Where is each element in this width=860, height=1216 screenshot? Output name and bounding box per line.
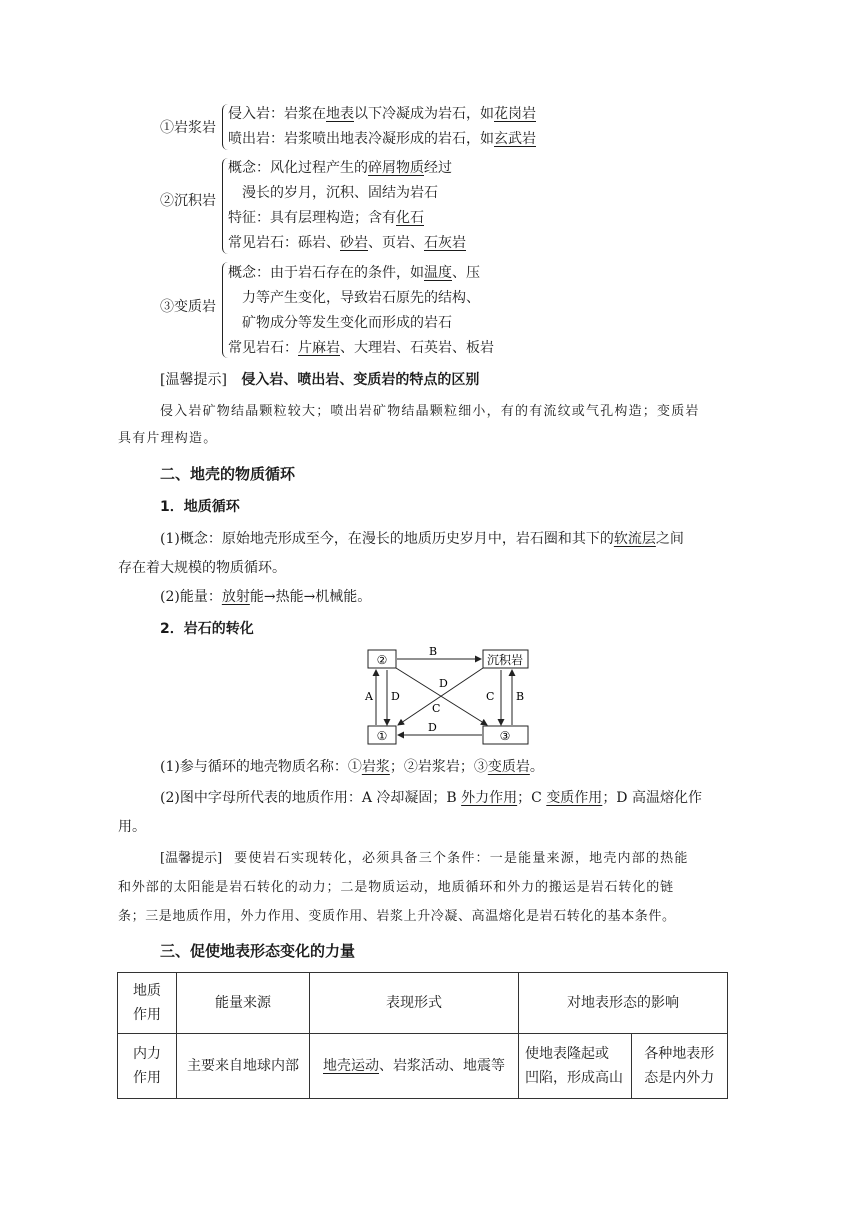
metamorphic-concept-cont: 矿物成分等发生变化而形成的岩石 [242, 315, 452, 331]
intrusive-line [228, 103, 536, 125]
text: 之间 [655, 531, 684, 547]
edge-label: D [391, 690, 400, 703]
table-header-cell: 对地表形态的影响 [519, 973, 728, 1034]
edge-label: C [432, 702, 441, 715]
answer-blank: 片麻岩 [298, 340, 340, 356]
answer-blank: 石灰岩 [424, 235, 466, 251]
text: 以下冷凝成为岩石，如 [354, 106, 494, 122]
table-cell: 主要来自地球内部 [177, 1034, 310, 1099]
metamorphic-label: ③变质岩 [160, 299, 216, 315]
table-header-row [118, 973, 728, 1034]
text: 、岩浆活动、地震等 [379, 1058, 505, 1074]
section-heading: 三、促使地表形态变化的力量 [160, 942, 356, 960]
answer-blank: 碎屑物质 [368, 160, 424, 176]
answer-blank: 外力作用 [461, 790, 518, 806]
tip-label: [温馨提示] [160, 851, 223, 866]
table-cell: 内力 作用 [118, 1034, 177, 1099]
energy-paragraph [160, 586, 371, 608]
table-cell: 各种地表形 态是内外力 [631, 1034, 727, 1099]
text: 、大理岩、石英岩、板岩 [340, 340, 494, 356]
text: 喷出岩：岩浆喷出地表冷凝形成的岩石，如 [228, 131, 494, 147]
table-cell: 使地表隆起或 凹陷，形成高山 [519, 1034, 632, 1099]
text: 经过 [424, 160, 452, 176]
text: 、压 [452, 265, 480, 281]
table-header-cell: 表现形式 [310, 973, 519, 1034]
edge-label: A [365, 690, 373, 703]
subsection-heading: 2．岩石的转化 [160, 621, 254, 637]
subsection-heading: 1．地质循环 [160, 499, 240, 515]
tip-title: 侵入岩、喷出岩、变质岩的特点的区别 [241, 372, 480, 388]
metamorphic-common [228, 337, 494, 359]
node-label: 沉积岩 [486, 653, 524, 667]
text: 能→热能→机械能。 [249, 589, 372, 605]
node-label: ② [376, 653, 388, 667]
answer-blank: 放射 [221, 589, 250, 605]
tip-paragraph [160, 848, 689, 870]
tip-text: 具有片理构造。 [118, 431, 218, 446]
rock-cycle-diagram [360, 642, 540, 746]
answer-blank: 岩浆 [361, 759, 390, 775]
sedimentary-feature [228, 207, 424, 229]
text: ；②岩浆岩；③ [389, 759, 488, 775]
table-cell [310, 1034, 519, 1099]
sedimentary-label: ②沉积岩 [160, 193, 216, 209]
table-row [118, 1034, 728, 1099]
text: (1)概念：原始地壳形成至今，在漫长的地质历史岁月中，岩石圈和其下的 [160, 531, 614, 547]
metamorphic-concept-cont: 力等产生变化，导致岩石原先的结构、 [242, 290, 480, 306]
answer-blank: 温度 [424, 265, 452, 281]
section-heading: 二、地壳的物质循环 [160, 465, 296, 483]
edge-label: B [429, 645, 438, 658]
answer-blank: 变质岩 [487, 759, 530, 775]
tip-text: 条；三是地质作用，外力作用、变质作用、岩浆上升冷凝、高温熔化是岩石转化的基本条件。 [118, 909, 676, 924]
text: 特征：具有层理构造；含有 [228, 210, 396, 226]
sedimentary-concept-cont: 漫长的岁月，沉积、固结为岩石 [242, 185, 438, 201]
text: 常见岩石：砾岩、 [228, 235, 340, 251]
text: 概念：由于岩石存在的条件，如 [228, 265, 424, 281]
text: 概念：风化过程产生的 [228, 160, 368, 176]
tip-label: [温馨提示] [160, 372, 227, 388]
sedimentary-concept [228, 157, 452, 179]
concept-paragraph [160, 528, 684, 550]
tip-heading [160, 369, 479, 391]
text: 常见岩石： [228, 340, 298, 356]
tip-text: 侵入岩矿物结晶颗粒较大；喷出岩矿物结晶颗粒细小，有的有流纹或气孔构造；变质岩 [160, 404, 700, 419]
answer-blank: 地表 [326, 106, 354, 122]
node-label: ① [376, 729, 388, 743]
edge-label: B [516, 690, 525, 703]
concept-paragraph-cont: 存在着大规模的物质循环。 [118, 560, 286, 576]
answer-2-cont: 用。 [118, 819, 146, 835]
answer-blank: 花岗岩 [494, 106, 536, 122]
edge-label: C [486, 690, 495, 703]
extrusive-line [228, 128, 536, 150]
text: 。 [529, 759, 544, 775]
text: ；D 高温熔化作 [602, 790, 702, 806]
text: (2)图中字母所代表的地质作用：A 冷却凝固；B [160, 790, 462, 806]
answer-blank: 玄武岩 [494, 131, 536, 147]
sedimentary-common [228, 232, 466, 254]
text: 、页岩、 [368, 235, 424, 251]
text: (2)能量： [160, 589, 222, 605]
table-header-cell: 地质 作用 [118, 973, 177, 1034]
force-table [117, 972, 728, 1099]
answer-blank: 变质作用 [546, 790, 603, 806]
answer-2 [160, 787, 702, 809]
tip-text: 和外部的太阳能是岩石转化的动力；二是物质运动，地质循环和外力的搬运是岩石转化的链 [118, 880, 675, 895]
metamorphic-concept [228, 262, 480, 284]
text: (1)参与循环的地壳物质名称：① [160, 759, 362, 775]
text: 侵入岩：岩浆在 [228, 106, 326, 122]
edge-label: D [428, 721, 437, 734]
node-label: ③ [499, 729, 511, 743]
igneous-label: ①岩浆岩 [160, 120, 216, 136]
edge-label: D [439, 677, 448, 690]
text: ；C [517, 790, 547, 806]
answer-blank: 软流层 [613, 531, 656, 547]
table-header-cell: 能量来源 [177, 973, 310, 1034]
answer-blank: 砂岩 [340, 235, 368, 251]
answer-blank: 地壳运动 [323, 1058, 379, 1074]
answer-blank: 化石 [396, 210, 424, 226]
answer-1 [160, 756, 544, 778]
tip-text: 要使岩石实现转化，必须具备三个条件：一是能量来源，地壳内部的热能 [234, 851, 689, 866]
